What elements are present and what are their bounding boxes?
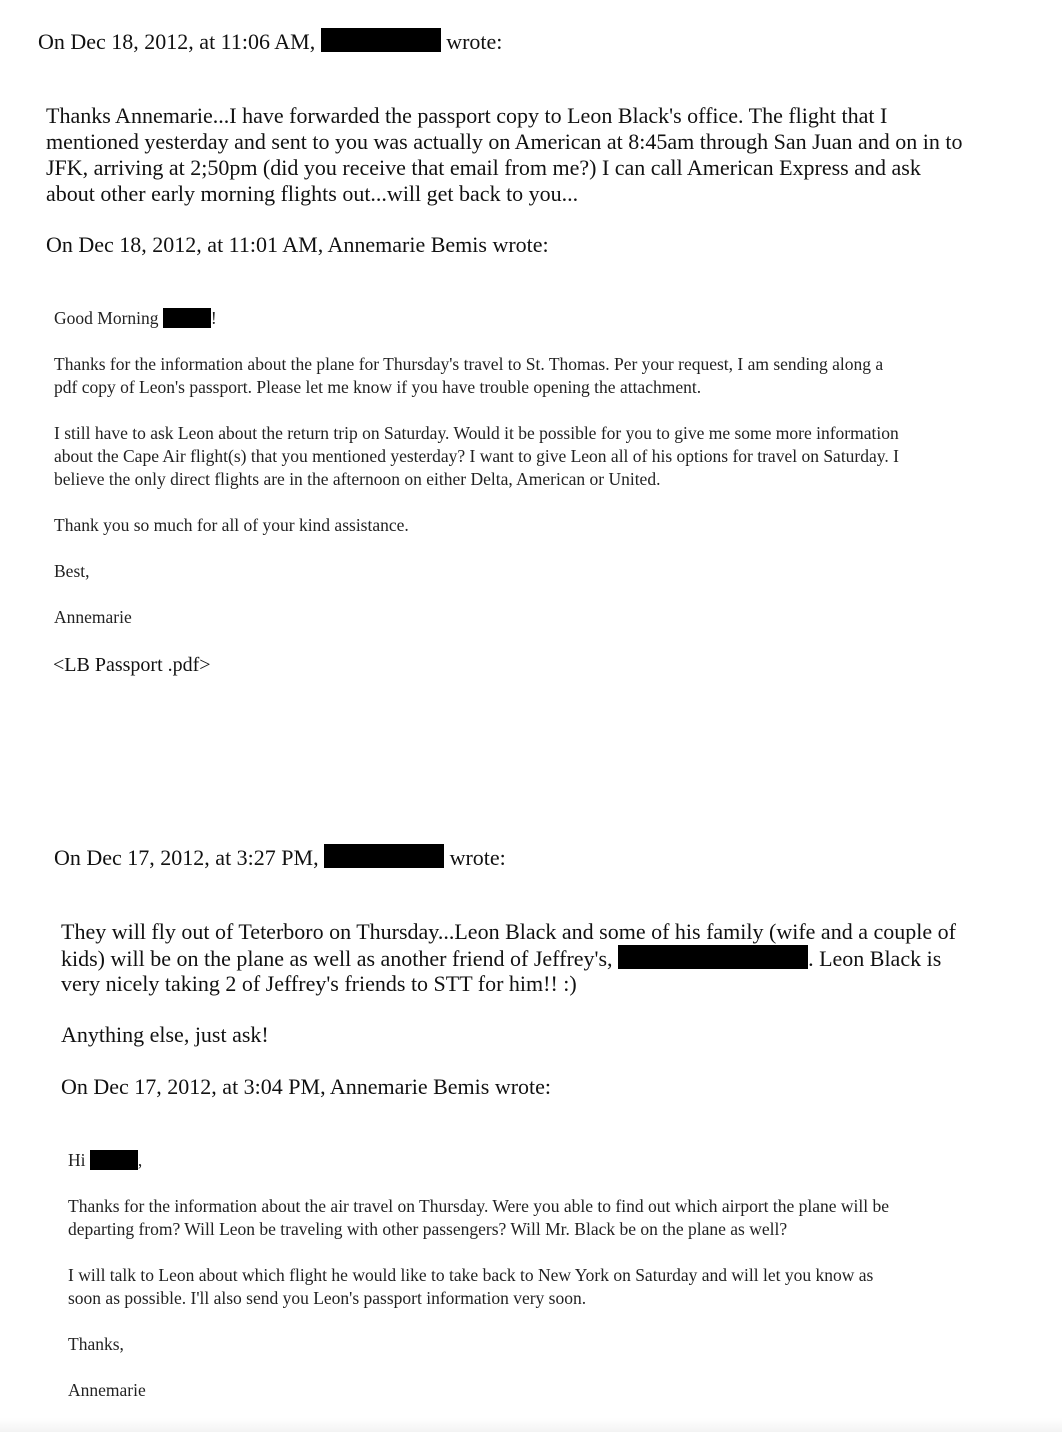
body-line: pdf copy of Leon's passport. Please let me know if you have trouble opening the attachment. (54, 377, 702, 397)
attachment-name[interactable]: <LB Passport .pdf> (53, 654, 211, 676)
closing: Best, (54, 561, 90, 581)
quoted-header: On Dec 18, 2012, at 11:01 AM, Annemarie Bemis wrote: (46, 232, 549, 257)
body-text: kids) will be on the plane as well as another friend of Jeffrey's, (61, 946, 613, 971)
header-text: On Dec 17, 2012, at 3:27 PM, (54, 845, 319, 870)
closing: Thanks, (68, 1334, 124, 1354)
header-wrote: wrote: (446, 29, 503, 54)
body-line: mentioned yesterday and sent to you was actually on American at 8:45am through San Juan and on in to (46, 129, 963, 154)
greeting (54, 307, 217, 330)
body-line: about the Cape Air flight(s) that you mentioned yesterday? I want to give Leon all of his options for travel on Saturday. I (54, 446, 899, 466)
body-line: departing from? Will Leon be traveling with other passengers? Will Mr. Black be on the plane as well? (68, 1219, 788, 1239)
signature: Annemarie (68, 1380, 146, 1400)
thanks-line: Thank you so much for all of your kind assistance. (54, 515, 409, 535)
body-line: about other early morning flights out...will get back to you... (46, 181, 579, 206)
header-wrote: wrote: (449, 845, 506, 870)
header-text: On Dec 18, 2012, at 11:06 AM, (38, 29, 316, 54)
redaction-block (324, 844, 444, 868)
greeting-text: Good Morning (54, 308, 159, 328)
redaction-block (90, 1150, 138, 1170)
body-line: believe the only direct flights are in the afternoon on either Delta, American or United. (54, 469, 661, 489)
page-bottom-edge (0, 1418, 1062, 1432)
body-line: JFK, arriving at 2;50pm (did you receive that email from me?) I can call American Express and ask (46, 155, 921, 180)
greeting-punct: , (137, 1150, 143, 1170)
email-header-dec17-327 (54, 844, 506, 871)
body-text: . Leon Black is (808, 946, 942, 971)
greeting (68, 1149, 142, 1172)
greeting-punct: ! (210, 308, 217, 328)
body-line: I will talk to Leon about which flight he would like to take back to New York on Saturday and will let you know as (68, 1265, 874, 1285)
body-line: very nicely taking 2 of Jeffrey's friends to STT for him!! :) (61, 971, 577, 996)
body-line: Thanks for the information about the air travel on Thursday. Were you able to find out which airport the plane will be (68, 1196, 890, 1216)
body-line: I still have to ask Leon about the return trip on Saturday. Would it be possible for you to give me some more information (54, 423, 899, 443)
body-line: They will fly out of Teterboro on Thursday...Leon Black and some of his family (wife and a couple of (61, 919, 956, 944)
redaction-block (618, 945, 808, 969)
signature: Annemarie (54, 607, 132, 627)
ask-line: Anything else, just ask! (61, 1022, 269, 1047)
greeting-text: Hi (68, 1150, 86, 1170)
body-line: Thanks for the information about the plane for Thursday's travel to St. Thomas. Per your request, I am sending along a (54, 354, 884, 374)
body-line: Thanks Annemarie...I have forwarded the passport copy to Leon Black's office. The flight that I (46, 103, 888, 128)
body-line (61, 945, 941, 972)
email-header-dec18-1106 (38, 28, 502, 55)
body-line: soon as possible. I'll also send you Leon's passport information very soon. (68, 1288, 587, 1308)
redaction-block (321, 28, 441, 52)
redaction-block (163, 308, 211, 328)
quoted-header: On Dec 17, 2012, at 3:04 PM, Annemarie Bemis wrote: (61, 1074, 552, 1099)
